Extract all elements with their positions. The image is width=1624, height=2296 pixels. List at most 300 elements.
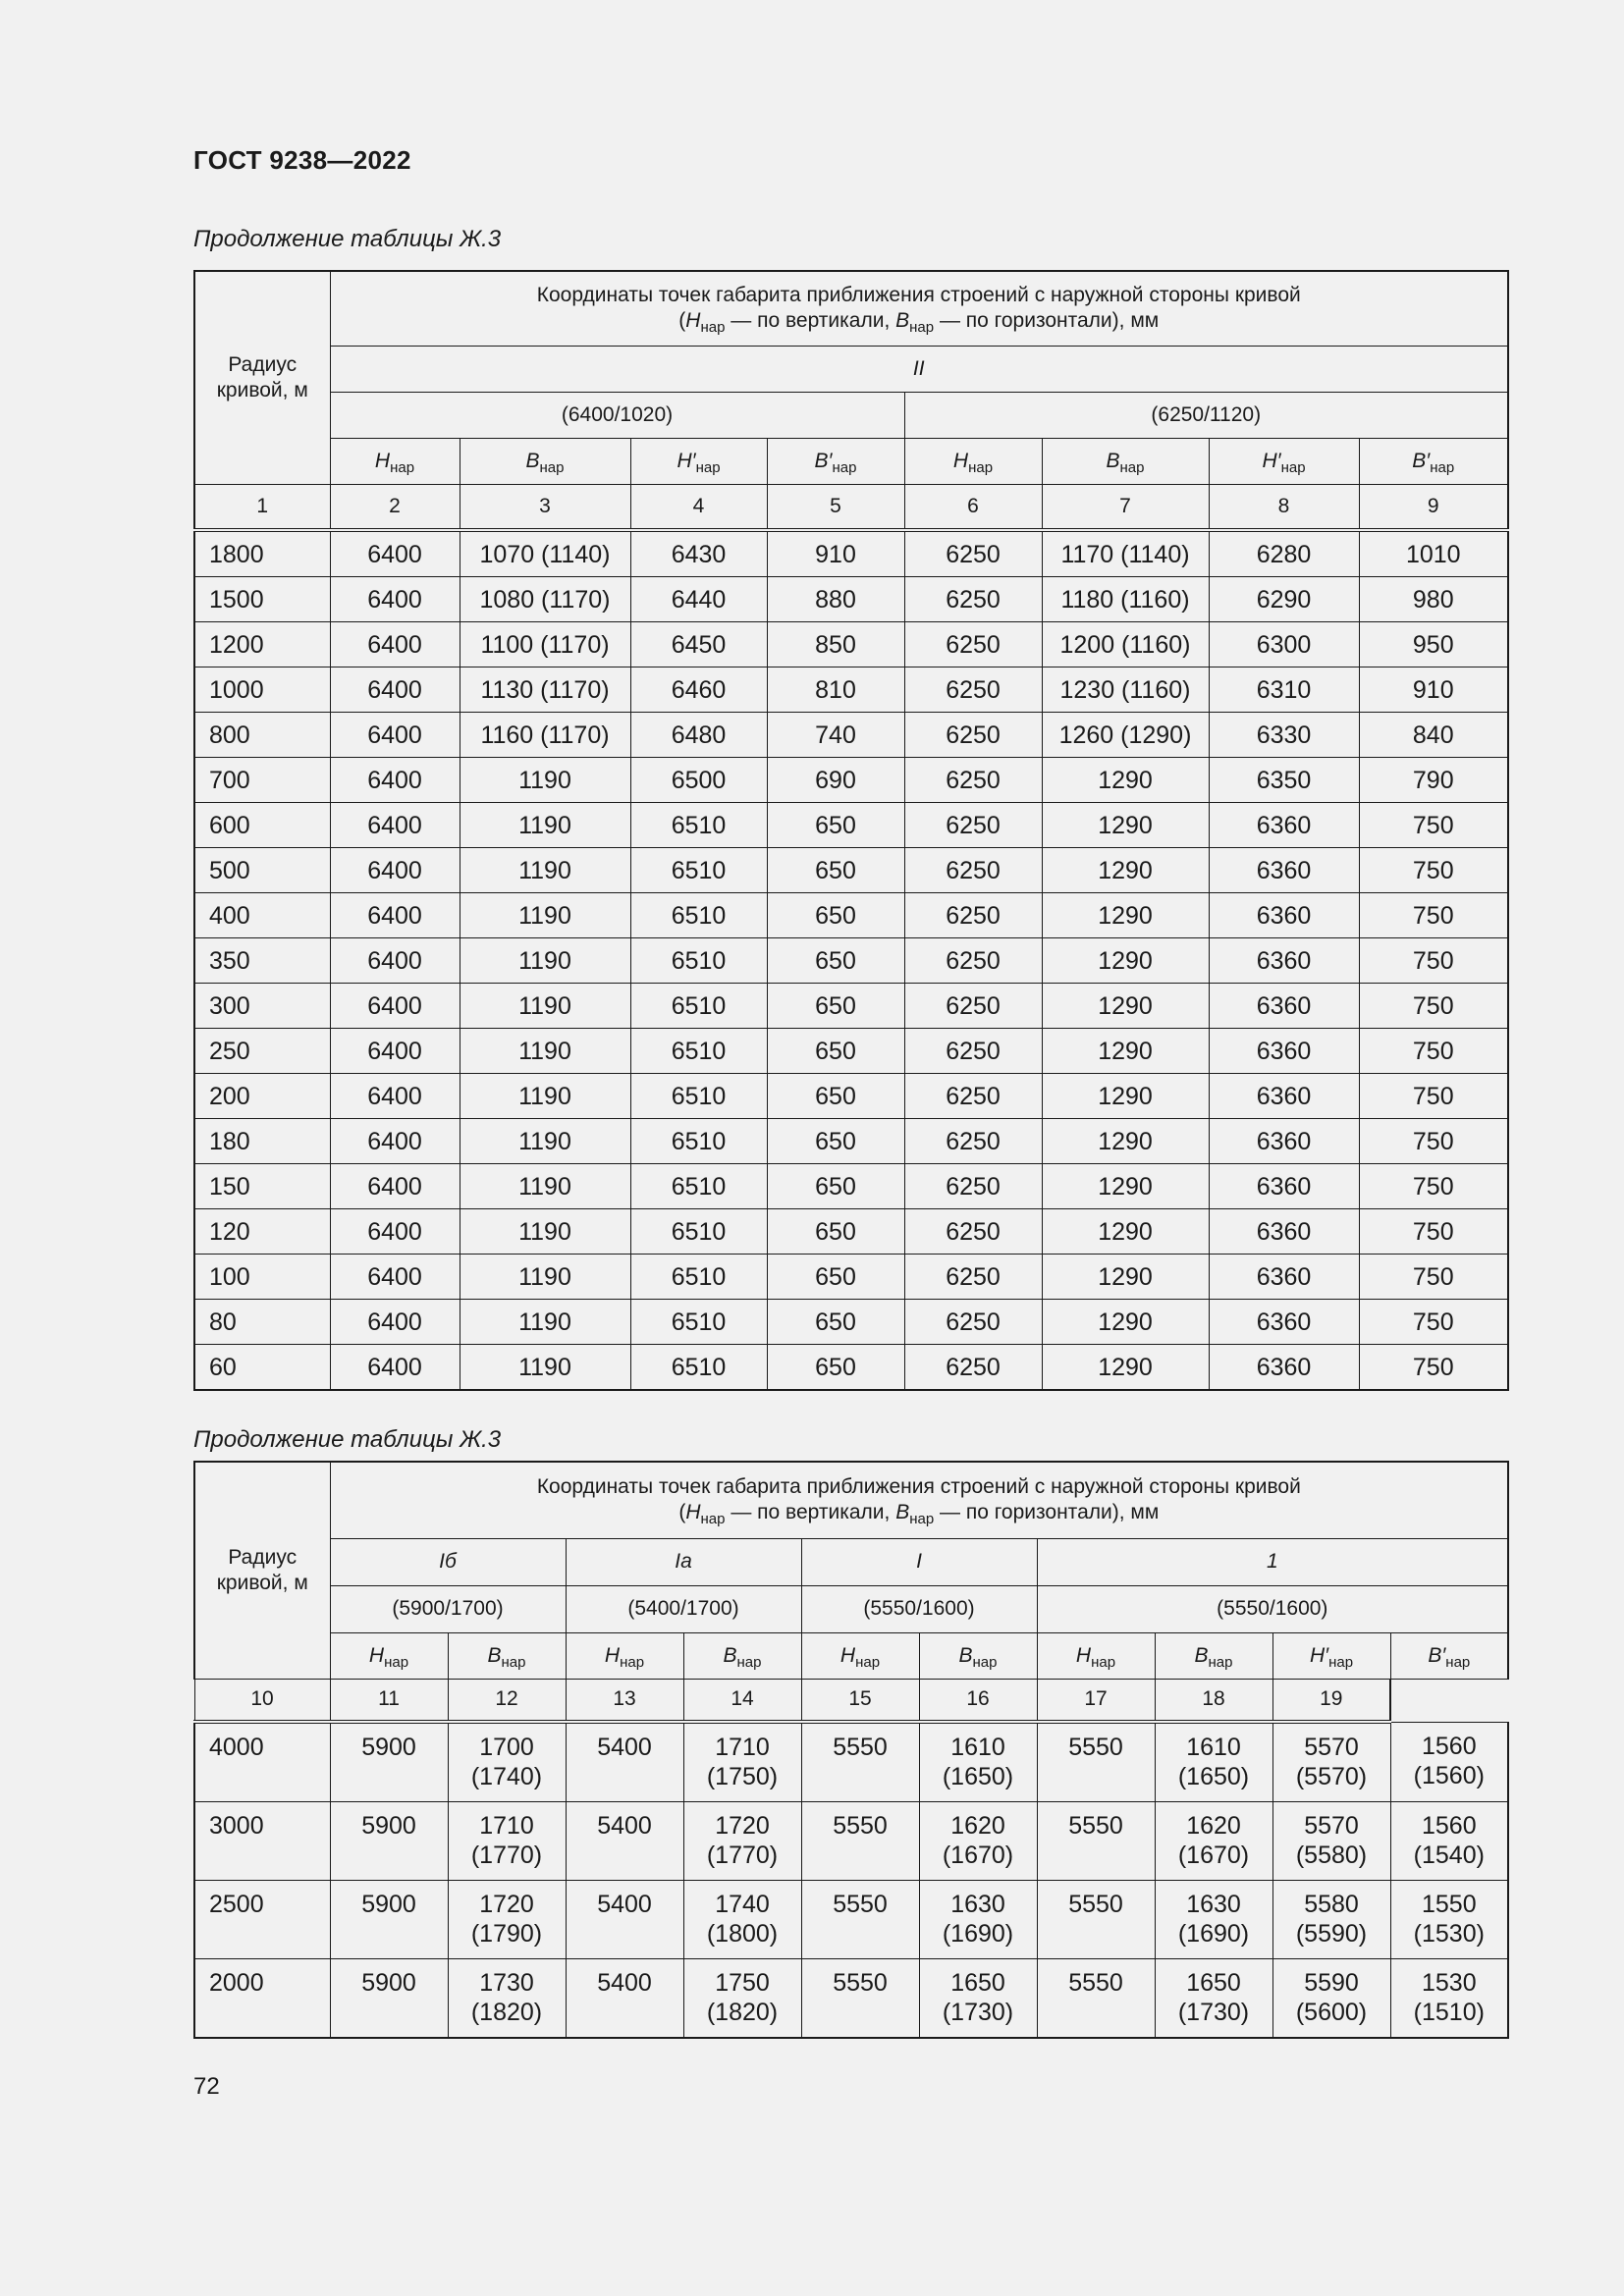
column-subscript: нар [695, 458, 721, 476]
coords-header-horizontal: — по горизонтали), мм [934, 309, 1160, 333]
subgroup-header: (5900/1700) [330, 1585, 566, 1632]
table-cell [1390, 1881, 1508, 1959]
table-cell: 690 [767, 758, 904, 803]
table-cell: 6360 [1209, 893, 1359, 938]
column-header [767, 438, 904, 484]
table-cell: 1290 [1042, 1164, 1209, 1209]
table-row [194, 1209, 1508, 1255]
radius-cell: 500 [194, 848, 330, 893]
table-cell: 1080 (1170) [460, 577, 630, 622]
column-header [1359, 438, 1508, 484]
group-header: Iб [330, 1538, 566, 1585]
column-subscript: нар [968, 458, 994, 476]
cell-value: 1630 [950, 1891, 1005, 1918]
cell-value: 1650 [950, 1969, 1005, 1997]
radius-header: Радиус кривой, м [194, 1462, 330, 1679]
coords-header-paren: ( [678, 309, 686, 333]
column-symbol: H [952, 449, 969, 472]
radius-cell: 1500 [194, 577, 330, 622]
table-cell: 6250 [904, 893, 1042, 938]
table-cell: 1290 [1042, 1300, 1209, 1345]
table-cell: 5400 [566, 1722, 683, 1802]
group-header: Ia [566, 1538, 801, 1585]
column-header [919, 1632, 1037, 1679]
table-cell: 6250 [904, 1300, 1042, 1345]
cell-value: 1750 [715, 1969, 770, 1997]
table-cell: 6250 [904, 1345, 1042, 1391]
column-symbol: H′ [1262, 449, 1281, 472]
table-cell: 6250 [904, 984, 1042, 1029]
table-cell: 750 [1359, 1300, 1508, 1345]
cell-value: 1740 [715, 1891, 770, 1918]
table-cell: 1290 [1042, 1074, 1209, 1119]
column-subscript: нар [390, 458, 415, 476]
table1-caption: Продолжение таблицы Ж.3 [193, 226, 502, 252]
table-cell: 650 [767, 1164, 904, 1209]
table-cell: 950 [1359, 622, 1508, 667]
cell-value: 1610 [950, 1734, 1005, 1761]
radius-cell: 2000 [194, 1959, 330, 2039]
column-symbol: B [1194, 1643, 1209, 1667]
column-number: 7 [1042, 484, 1209, 530]
table-cell: 1190 [460, 1074, 630, 1119]
table-cell: 750 [1359, 803, 1508, 848]
cell-value-alt: (1670) [942, 1842, 1014, 1869]
table-cell: 6250 [904, 758, 1042, 803]
radius-cell: 700 [194, 758, 330, 803]
radius-cell: 2500 [194, 1881, 330, 1959]
cell-value-alt: (1530) [1413, 1920, 1485, 1948]
column-symbol: B [723, 1643, 737, 1667]
table-cell: 1180 (1160) [1042, 577, 1209, 622]
column-symbol: B′ [814, 449, 833, 472]
table-cell: 6360 [1209, 1074, 1359, 1119]
h-symbol: H [685, 1501, 701, 1524]
column-number: 14 [683, 1679, 801, 1722]
table-row [194, 1164, 1508, 1209]
table-cell: 6430 [630, 530, 767, 577]
radius-cell: 80 [194, 1300, 330, 1345]
radius-cell: 400 [194, 893, 330, 938]
table-cell: 6250 [904, 1209, 1042, 1255]
table-cell [448, 1722, 566, 1802]
table2 [193, 1461, 1509, 2039]
table-cell: 650 [767, 1300, 904, 1345]
table-cell: 5550 [1037, 1959, 1155, 2039]
table-cell: 6400 [330, 713, 460, 758]
column-subscript: нар [1328, 1653, 1354, 1671]
table-cell: 6250 [904, 848, 1042, 893]
cell-value-alt: (1800) [706, 1920, 779, 1948]
radius-cell: 1800 [194, 530, 330, 577]
group-header: II [330, 346, 1508, 392]
table-cell: 650 [767, 938, 904, 984]
table-cell: 6360 [1209, 1029, 1359, 1074]
column-symbol: B [958, 1643, 973, 1667]
table-cell: 750 [1359, 938, 1508, 984]
cell-value: 1610 [1186, 1734, 1241, 1761]
table-cell: 5900 [330, 1802, 448, 1881]
coords-header-paren: ( [678, 1501, 686, 1524]
column-subscript: нар [832, 458, 857, 476]
cell-value-alt: (1750) [706, 1763, 779, 1790]
table-cell: 1190 [460, 938, 630, 984]
h-symbol: H [685, 309, 701, 333]
b-subscript: нар [909, 1511, 935, 1528]
table-cell: 6360 [1209, 803, 1359, 848]
b-subscript: нар [909, 319, 935, 337]
column-number: 13 [566, 1679, 683, 1722]
table-cell: 6510 [630, 803, 767, 848]
table-cell: 6510 [630, 1345, 767, 1391]
table-cell: 6400 [330, 667, 460, 713]
table-cell: 6310 [1209, 667, 1359, 713]
table-cell: 5550 [801, 1881, 919, 1959]
column-header [448, 1632, 566, 1679]
table-cell: 5550 [801, 1802, 919, 1881]
table-cell: 750 [1359, 1255, 1508, 1300]
table-cell: 750 [1359, 893, 1508, 938]
cell-value-alt: (1510) [1413, 1999, 1485, 2026]
subgroup-header: (6400/1020) [330, 392, 904, 438]
cell-value-alt: (1770) [470, 1842, 543, 1869]
table-cell: 5550 [1037, 1802, 1155, 1881]
table-cell: 910 [767, 530, 904, 577]
document-header: ГОСТ 9238—2022 [193, 145, 411, 175]
table-cell: 1170 (1140) [1042, 530, 1209, 577]
column-number: 5 [767, 484, 904, 530]
table-cell [919, 1722, 1037, 1802]
table-cell: 1190 [460, 984, 630, 1029]
column-symbol: H [374, 449, 391, 472]
column-symbol: H′ [1309, 1643, 1329, 1667]
table-cell: 6510 [630, 1300, 767, 1345]
column-header [330, 438, 460, 484]
column-number: 8 [1209, 484, 1359, 530]
column-symbol: B [525, 449, 540, 472]
column-header [904, 438, 1042, 484]
column-header [1042, 438, 1209, 484]
table-cell: 6330 [1209, 713, 1359, 758]
table-cell: 6250 [904, 577, 1042, 622]
column-symbol: B [487, 1643, 502, 1667]
coords-header-vertical: — по вертикали, [725, 1501, 896, 1524]
cell-value-alt: (1670) [1177, 1842, 1250, 1869]
column-header [566, 1632, 683, 1679]
table-cell: 6400 [330, 1300, 460, 1345]
table-cell: 980 [1359, 577, 1508, 622]
table-cell: 6510 [630, 1074, 767, 1119]
table-cell: 6400 [330, 803, 460, 848]
table-row [194, 577, 1508, 622]
table-cell: 6450 [630, 622, 767, 667]
column-header [683, 1632, 801, 1679]
table-cell: 750 [1359, 1074, 1508, 1119]
column-subscript: нар [1208, 1653, 1233, 1671]
column-symbol: H [604, 1643, 621, 1667]
column-symbol: H [1075, 1643, 1092, 1667]
table-cell: 1290 [1042, 1119, 1209, 1164]
table-cell: 1190 [460, 893, 630, 938]
group-header: I [801, 1538, 1037, 1585]
cell-value-alt: (1690) [1177, 1920, 1250, 1948]
table-cell: 810 [767, 667, 904, 713]
column-number: 15 [801, 1679, 919, 1722]
cell-value: 5570 [1304, 1812, 1359, 1840]
table-row [194, 713, 1508, 758]
table-cell: 1260 (1290) [1042, 713, 1209, 758]
radius-cell: 300 [194, 984, 330, 1029]
table-row [194, 1300, 1508, 1345]
coords-header-horizontal: — по горизонтали), мм [934, 1501, 1160, 1524]
table-cell [919, 1802, 1037, 1881]
table-cell: 750 [1359, 1029, 1508, 1074]
table-cell: 1290 [1042, 1029, 1209, 1074]
radius-cell: 100 [194, 1255, 330, 1300]
cell-value-alt: (5570) [1295, 1763, 1368, 1790]
cell-value: 1620 [1186, 1812, 1241, 1840]
h-subscript: нар [700, 1511, 726, 1528]
table-cell: 6510 [630, 984, 767, 1029]
table-cell [683, 1722, 801, 1802]
table-cell: 6360 [1209, 1345, 1359, 1391]
table-cell: 1010 [1359, 530, 1508, 577]
table-cell: 6360 [1209, 1209, 1359, 1255]
table-cell: 1290 [1042, 1255, 1209, 1300]
table-cell: 6360 [1209, 984, 1359, 1029]
subgroup-header: (5550/1600) [801, 1585, 1037, 1632]
table-cell: 6400 [330, 1119, 460, 1164]
column-subscript: нар [620, 1653, 645, 1671]
column-number: 6 [904, 484, 1042, 530]
cell-value: 1720 [715, 1812, 770, 1840]
cell-value-alt: (5590) [1295, 1920, 1368, 1948]
table-cell [1390, 1802, 1508, 1881]
radius-cell: 1200 [194, 622, 330, 667]
column-header [460, 438, 630, 484]
column-symbol: B′ [1428, 1643, 1446, 1667]
table-cell: 6460 [630, 667, 767, 713]
table-cell: 6360 [1209, 938, 1359, 984]
column-number: 4 [630, 484, 767, 530]
table-cell: 6400 [330, 893, 460, 938]
cell-value: 1710 [715, 1734, 770, 1761]
column-number: 9 [1359, 484, 1508, 530]
table-cell: 650 [767, 848, 904, 893]
column-header [1390, 1632, 1508, 1679]
cell-value: 5580 [1304, 1891, 1359, 1918]
table-row [194, 1255, 1508, 1300]
column-number: 16 [919, 1679, 1037, 1722]
table-cell: 650 [767, 1209, 904, 1255]
table-cell: 750 [1359, 1209, 1508, 1255]
table-cell: 6250 [904, 803, 1042, 848]
cell-value-alt: (1730) [942, 1999, 1014, 2026]
page-number: 72 [193, 2073, 220, 2100]
radius-cell: 180 [194, 1119, 330, 1164]
table-cell: 740 [767, 713, 904, 758]
column-number: 18 [1155, 1679, 1272, 1722]
table-cell [919, 1959, 1037, 2039]
b-symbol: B [895, 309, 910, 333]
table-cell: 6250 [904, 1164, 1042, 1209]
table-row [194, 1074, 1508, 1119]
table-cell: 5400 [566, 1959, 683, 2039]
column-symbol: H [368, 1643, 385, 1667]
table-cell: 1290 [1042, 803, 1209, 848]
table-row [194, 1802, 1508, 1881]
table-cell: 5550 [1037, 1722, 1155, 1802]
table-row [194, 1722, 1508, 1802]
column-symbol: B [1106, 449, 1120, 472]
table-cell: 6360 [1209, 1255, 1359, 1300]
table-cell: 6500 [630, 758, 767, 803]
column-number: 17 [1037, 1679, 1155, 1722]
column-header [1155, 1632, 1272, 1679]
table2-body [194, 1722, 1508, 2038]
table-cell: 5900 [330, 1722, 448, 1802]
table-row [194, 1345, 1508, 1391]
table-cell: 790 [1359, 758, 1508, 803]
coords-header-line1: Координаты точек габарита приближения строений с наружной стороны кривой [536, 1475, 1301, 1499]
table-cell: 6360 [1209, 1164, 1359, 1209]
cell-value: 1560 [1422, 1812, 1477, 1840]
column-header [1209, 438, 1359, 484]
table-cell: 1190 [460, 1345, 630, 1391]
cell-value-alt: (1790) [470, 1920, 543, 1948]
column-subscript: нар [1445, 1653, 1471, 1671]
table-cell: 6250 [904, 938, 1042, 984]
table-cell: 6400 [330, 1255, 460, 1300]
table-cell: 6250 [904, 667, 1042, 713]
table-cell: 1190 [460, 803, 630, 848]
table-cell: 6250 [904, 622, 1042, 667]
column-subscript: нар [1091, 1653, 1116, 1671]
coords-header [330, 271, 1508, 346]
table-cell: 5900 [330, 1959, 448, 2039]
table-cell: 5550 [801, 1959, 919, 2039]
table-cell: 6400 [330, 1029, 460, 1074]
cell-value-alt: (1650) [942, 1763, 1014, 1790]
table-cell [1155, 1802, 1272, 1881]
table-cell: 6250 [904, 1074, 1042, 1119]
table-cell: 6250 [904, 713, 1042, 758]
cell-value-alt: (1540) [1413, 1842, 1485, 1869]
cell-value-alt: (1770) [706, 1842, 779, 1869]
table-cell: 750 [1359, 1119, 1508, 1164]
table-cell: 5550 [1037, 1881, 1155, 1959]
cell-value-alt: (5580) [1295, 1842, 1368, 1869]
table-cell: 1100 (1170) [460, 622, 630, 667]
table-cell: 6440 [630, 577, 767, 622]
table-cell [1390, 1722, 1508, 1802]
table-cell [448, 1802, 566, 1881]
table-cell: 6400 [330, 984, 460, 1029]
table-cell: 6280 [1209, 530, 1359, 577]
table-cell: 6250 [904, 530, 1042, 577]
table-cell: 1190 [460, 1164, 630, 1209]
subgroup-header: (5400/1700) [566, 1585, 801, 1632]
table-cell: 1200 (1160) [1042, 622, 1209, 667]
subgroup-header: (5550/1600) [1037, 1585, 1508, 1632]
radius-header: Радиус кривой, м [194, 271, 330, 484]
cell-value: 1630 [1186, 1891, 1241, 1918]
cell-value: 1720 [479, 1891, 534, 1918]
table-cell: 6250 [904, 1029, 1042, 1074]
table-cell: 6510 [630, 893, 767, 938]
table-cell: 1190 [460, 1300, 630, 1345]
table-cell [683, 1881, 801, 1959]
column-subscript: нар [972, 1653, 998, 1671]
cell-value: 1700 [479, 1734, 534, 1761]
coords-header-line1: Координаты точек габарита приближения строений с наружной стороны кривой [536, 284, 1301, 307]
cell-value: 1730 [479, 1969, 534, 1997]
table-row [194, 758, 1508, 803]
column-subscript: нар [1280, 458, 1306, 476]
column-number: 19 [1272, 1679, 1390, 1722]
table-cell: 6360 [1209, 1300, 1359, 1345]
table-cell: 1290 [1042, 758, 1209, 803]
table-cell [1272, 1802, 1390, 1881]
table-cell: 650 [767, 1255, 904, 1300]
table-cell: 650 [767, 1074, 904, 1119]
table-cell: 850 [767, 622, 904, 667]
cell-value-alt: (1740) [470, 1763, 543, 1790]
cell-value-alt: (1650) [1177, 1763, 1250, 1790]
column-header [330, 1632, 448, 1679]
table-cell: 650 [767, 984, 904, 1029]
radius-cell: 250 [194, 1029, 330, 1074]
table-row [194, 1881, 1508, 1959]
radius-cell: 1000 [194, 667, 330, 713]
table-cell [1390, 1959, 1508, 2039]
table-cell: 6510 [630, 848, 767, 893]
cell-value: 1550 [1422, 1891, 1477, 1918]
table-cell: 1290 [1042, 984, 1209, 1029]
table-cell: 750 [1359, 1345, 1508, 1391]
table-cell: 650 [767, 803, 904, 848]
table-cell: 6400 [330, 1164, 460, 1209]
table-row [194, 984, 1508, 1029]
table-cell: 1290 [1042, 1345, 1209, 1391]
table-cell: 6510 [630, 938, 767, 984]
column-subscript: нар [1119, 458, 1145, 476]
cell-value-alt: (1820) [470, 1999, 543, 2026]
table-cell: 1290 [1042, 1209, 1209, 1255]
table-cell: 6300 [1209, 622, 1359, 667]
table-cell [1272, 1959, 1390, 2039]
column-symbol: H [839, 1643, 856, 1667]
table-cell: 1290 [1042, 848, 1209, 893]
cell-value: 5570 [1304, 1734, 1359, 1761]
table-cell: 5550 [801, 1722, 919, 1802]
column-number: 2 [330, 484, 460, 530]
table-cell: 1290 [1042, 938, 1209, 984]
table-cell: 1190 [460, 1209, 630, 1255]
table-row [194, 893, 1508, 938]
radius-cell: 200 [194, 1074, 330, 1119]
column-subscript: нар [501, 1653, 526, 1671]
table-cell: 6400 [330, 577, 460, 622]
table-cell: 6510 [630, 1209, 767, 1255]
table-row [194, 1959, 1508, 2039]
table-row [194, 938, 1508, 984]
table-cell: 6400 [330, 1074, 460, 1119]
column-header [630, 438, 767, 484]
column-symbol: B′ [1412, 449, 1431, 472]
column-number: 10 [194, 1679, 330, 1722]
table-row [194, 530, 1508, 577]
